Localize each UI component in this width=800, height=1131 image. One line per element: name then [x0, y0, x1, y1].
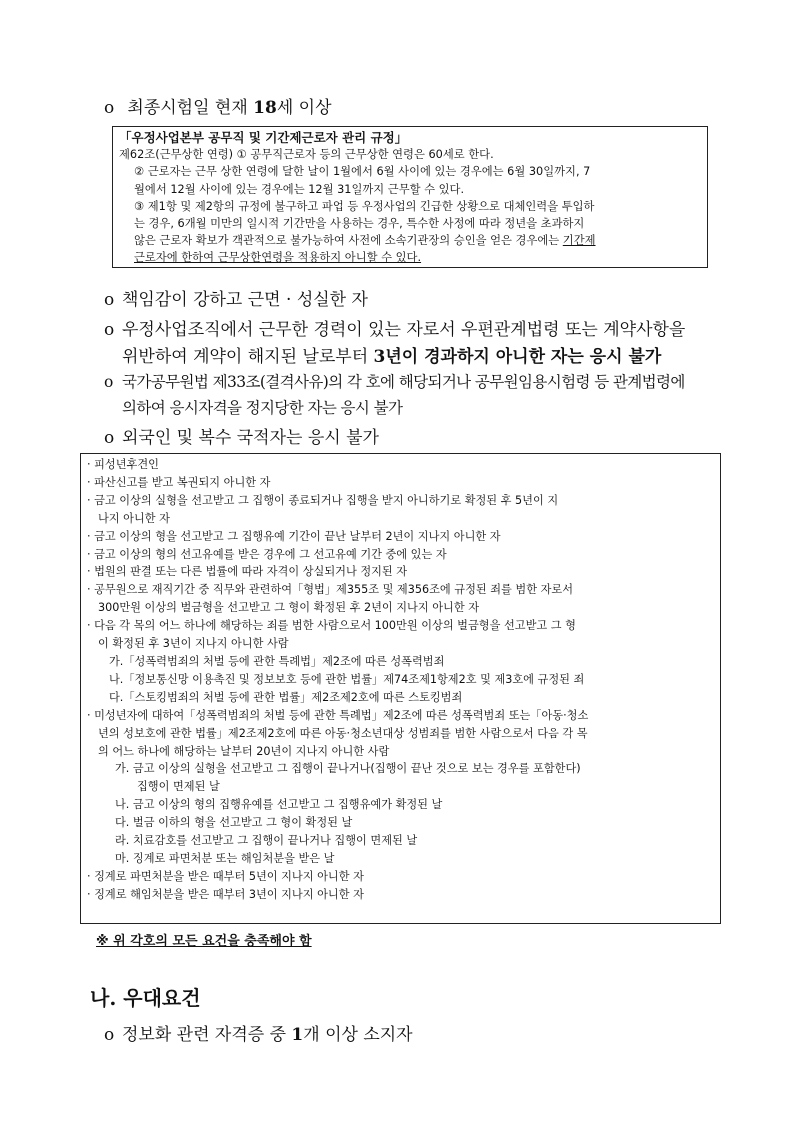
- disq-line: 나지 아니한 자: [98, 511, 170, 525]
- disq-line: · 파산신고를 받고 복권되지 아니한 자: [87, 475, 271, 489]
- bullet: o: [104, 320, 115, 340]
- requirement-age: [104, 93, 332, 118]
- preferred-text-pre: 정보화 관련 자격증 중: [122, 1025, 292, 1045]
- disq-line: · 징계로 파면처분을 받은 때부터 5년이 지나지 아니한 자: [87, 869, 364, 883]
- disq-line: · 다음 각 목의 어느 하나에 해당하는 죄를 범한 사람으로서 100만원 이상의 벌금형을 선고받고 그 형: [87, 619, 576, 633]
- disq-line: 이 확정된 후 3년이 지나지 아니한 사람: [98, 637, 289, 651]
- regulation-line: ③ 제1항 및 제2항의 규정에 불구하고 파업 등 우정사업의 긴급한 상황으로 대체인력을 투입하: [134, 199, 595, 213]
- bullet: o: [104, 98, 115, 118]
- regulation-line: 는 경우, 6개월 미만의 일시적 기간만을 사용하는 경우, 특수한 사정에 따라 정년을 초과하지: [134, 217, 585, 231]
- disq-subitem: 나.「정보통신망 이용촉진 및 정보보호 등에 관한 법률」제74조제1항제2호 및 제3호에 규정된 죄: [109, 672, 585, 686]
- regulation-title: 「우정사업본부 공무직 및 기간제근로자 관리 규정」: [119, 130, 408, 145]
- underlined-text: 기간제: [562, 234, 596, 248]
- disq-subitem: 가.「성폭력범죄의 처벌 등에 관한 특례법」제2조에 따른 성폭력범죄: [109, 654, 445, 668]
- career-line-2: [122, 342, 661, 367]
- age-number: 18: [253, 98, 277, 118]
- bullet: o: [104, 428, 115, 448]
- disq-line: · 금고 이상의 형을 선고받고 그 집행유예 기간이 끝난 날부터 2년이 지나지 아니한 자: [87, 529, 501, 543]
- disq-line: · 공무원으로 재직기간 중 직무와 관련하여「형법」제355조 및 제356조에 규정된 죄를 범한 자로서: [87, 583, 574, 597]
- preferred-requirement: [104, 1020, 413, 1045]
- career-bold-text: 3년이 경과하지 아니한 자는 응시 불가: [373, 347, 662, 367]
- career-line-2-text: 위반하여 계약이 해지된 날로부터: [122, 347, 374, 367]
- age-text-post: 세 이상: [276, 98, 332, 118]
- disq-subitem: 다. 벌금 이하의 형을 선고받고 그 형이 확정된 날: [115, 816, 353, 830]
- disq-subitem: 다.「스토킹범죄의 처벌 등에 관한 법률」제2조제2호에 따른 스토킹범죄: [109, 690, 463, 704]
- regulation-line: [119, 232, 701, 249]
- disq-line: · 피성년후견인: [87, 458, 159, 471]
- disq-subitem: 가. 금고 이상의 실형을 선고받고 그 집행이 끝나거나(집행이 끝난 것으로 보는 경우를 포함한다): [115, 762, 581, 776]
- requirements-note: ※ 위 각호의 모든 요건을 충족해야 함: [96, 934, 312, 949]
- regulation-line: 제62조(근무상한 연령) ① 공무직근로자 등의 근무상한 연령은 60세로 한다.: [119, 148, 494, 162]
- requirement-career: [104, 315, 685, 340]
- regulation-line-text: 않은 근로자 확보가 객관적으로 불가능하여 사전에 소속기관장의 승인을 얻은 경우에는: [134, 234, 563, 248]
- bullet: o: [104, 290, 115, 310]
- regulation-box: [112, 126, 708, 268]
- disq-line: · 법원의 판결 또는 다른 법률에 따라 자격이 상실되거나 정지된 자: [87, 565, 408, 579]
- disq-line: 의 어느 하나에 해당하는 날부터 20년이 지나지 아니한 사람: [98, 744, 390, 758]
- responsibility-text: 책임감이 강하고 근면 · 성실한 자: [122, 290, 368, 310]
- disq-line: 300만원 이상의 벌금형을 선고받고 그 형이 확정된 후 2년이 지나지 아니한 자: [98, 601, 479, 615]
- foreign-text: 외국인 및 복수 국적자는 응시 불가: [122, 428, 379, 448]
- disq-line: · 금고 이상의 실형을 선고받고 그 집행이 종료되거나 집행을 받지 아니하기로 확정된 후 5년이 지: [87, 493, 559, 507]
- disq-line: · 미성년자에 대하여「성폭력범죄의 처벌 등에 관한 특례법」제2조에 따른 성폭력범죄 또는「아동·청소: [87, 708, 589, 722]
- law-line-2: 의하여 응시자격을 정지당한 자는 응시 불가: [122, 399, 403, 417]
- regulation-last-line: 근로자에 한하여 근무상한연령을 적용하지 아니할 수 있다.: [134, 251, 422, 265]
- bullet: o: [104, 1025, 115, 1045]
- disq-line: · 금고 이상의 형의 선고유예를 받은 경우에 그 선고유예 기간 중에 있는 자: [87, 547, 447, 561]
- requirement-foreign: [104, 423, 379, 448]
- disq-subitem: 나. 금고 이상의 형의 집행유예를 선고받고 그 집행유예가 확정된 날: [115, 798, 443, 812]
- disq-line: · 징계로 해임처분을 받은 때부터 3년이 지나지 아니한 자: [87, 887, 364, 901]
- preferred-text-post: 개 이상 소지자: [303, 1025, 413, 1045]
- bullet: o: [104, 373, 113, 391]
- disq-subitem: 라. 치료감호를 선고받고 그 집행이 끝나거나 집행이 면제된 날: [115, 834, 418, 848]
- section-title: 나. 우대요건: [90, 986, 201, 1010]
- requirement-law: [104, 370, 685, 392]
- law-line-1: 국가공무원법 제33조(결격사유)의 각 호에 해당되거나 공무원임용시험령 등 관계법령에: [122, 373, 685, 391]
- disq-subitem: 집행이 면제된 날: [137, 780, 220, 794]
- regulation-line: ② 근로자는 근무 상한 연령에 달한 날이 1월에서 6월 사이에 있는 경우에는 6월 30일까지, 7: [134, 165, 591, 179]
- preferred-number: 1: [291, 1025, 304, 1045]
- regulation-line: 월에서 12월 사이에 있는 경우에는 12월 31일까지 근무할 수 있다.: [134, 182, 465, 196]
- career-line-1: 우정사업조직에서 근무한 경력이 있는 자로서 우편관계법령 또는 계약사항을: [122, 320, 686, 340]
- disq-line: 년의 성보호에 관한 법률」제2조제2호에 따른 아동·청소년대상 성범죄를 범한 사람으로서 다음 각 목: [98, 726, 588, 740]
- disqualification-box: [80, 453, 721, 924]
- age-text-pre: 최종시험일 현재: [127, 98, 254, 118]
- requirement-responsibility: [104, 285, 368, 310]
- disq-subitem: 마. 징계로 파면처분 또는 해임처분을 받은 날: [115, 851, 335, 865]
